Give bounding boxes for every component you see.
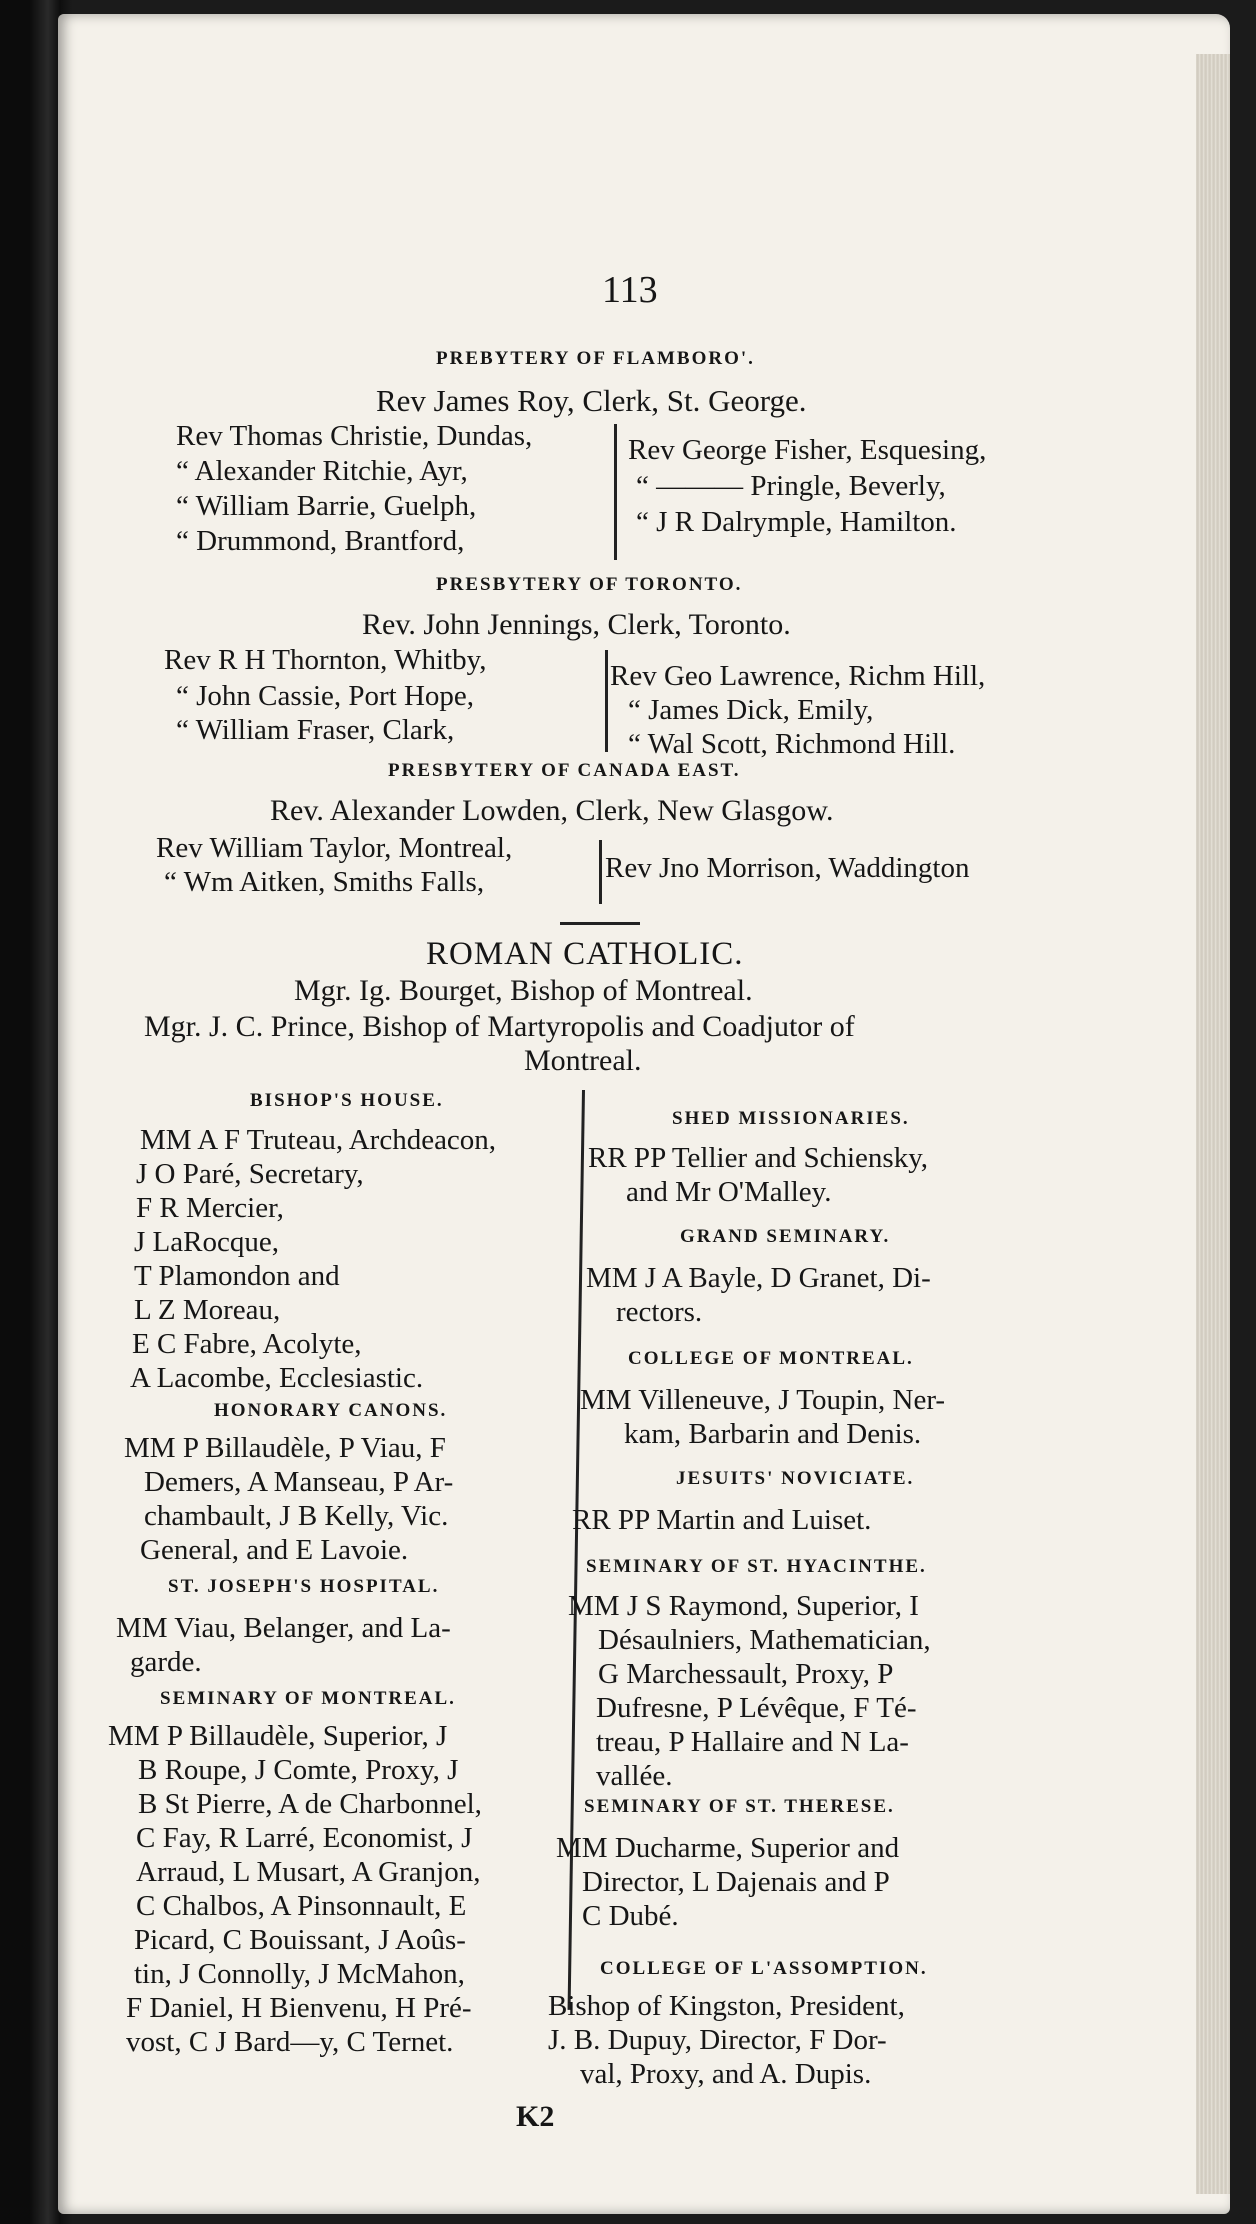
flamboro-right-3: “ J R Dalrymple, Hamilton. (636, 506, 957, 538)
st-hyacinthe-line: Désaulniers, Mathematician, (598, 1624, 931, 1656)
toronto-right-2: “ James Dick, Emily, (628, 694, 874, 726)
assomption-line: val, Proxy, and A. Dupis. (580, 2058, 872, 2090)
canada-east-right-1: Rev Jno Morrison, Waddington (605, 852, 970, 884)
honorary-canons-line: chambault, J B Kelly, Vic. (144, 1500, 449, 1532)
rc-line-3: Montreal. (524, 1044, 642, 1077)
bishops-house-line: J O Paré, Secretary, (136, 1158, 364, 1190)
honorary-canons-line: MM P Billaudèle, P Viau, F (124, 1432, 446, 1464)
heading-shed-missionaries: SHED MISSIONARIES. (672, 1108, 910, 1129)
flamboro-divider (614, 424, 617, 560)
flamboro-right-2: “ ——— Pringle, Beverly, (636, 470, 946, 502)
st-therese-line: C Dubé. (582, 1900, 679, 1932)
jesuits-line: RR PP Martin and Luiset. (572, 1504, 872, 1536)
heading-assomption: COLLEGE OF L'ASSOMPTION. (600, 1958, 928, 1979)
flamboro-left-3: “ William Barrie, Guelph, (176, 490, 477, 522)
college-montreal-line: kam, Barbarin and Denis. (624, 1418, 922, 1450)
heading-bishops-house: BISHOP'S HOUSE. (250, 1090, 444, 1111)
flamboro-left-4: “ Drummond, Brantford, (176, 525, 465, 557)
toronto-left-3: “ William Fraser, Clark, (176, 714, 455, 746)
st-therese-line: Director, L Dajenais and P (582, 1866, 890, 1898)
heading-jesuits: JESUITS' NOVICIATE. (676, 1468, 915, 1489)
toronto-right-3: “ Wal Scott, Richmond Hill. (628, 728, 956, 760)
st-therese-line: MM Ducharme, Superior and (556, 1832, 900, 1864)
bishops-house-line: A Lacombe, Ecclesiastic. (130, 1362, 424, 1394)
rc-line-1: Mgr. Ig. Bourget, Bishop of Montreal. (294, 974, 753, 1007)
seminary-montreal-line: MM P Billaudèle, Superior, J (108, 1720, 448, 1752)
seminary-montreal-line: B Roupe, J Comte, Proxy, J (138, 1754, 459, 1786)
seminary-montreal-line: tin, J Connolly, J McMahon, (134, 1958, 465, 1990)
signature-mark: K2 (516, 2100, 555, 2133)
heading-toronto: PRESBYTERY OF TORONTO. (436, 574, 743, 595)
heading-roman-catholic: ROMAN CATHOLIC. (426, 936, 744, 972)
toronto-left-1: Rev R H Thornton, Whitby, (164, 644, 487, 676)
seminary-montreal-line: C Chalbos, A Pinsonnault, E (136, 1890, 467, 1922)
flamboro-right-1: Rev George Fisher, Esquesing, (628, 434, 987, 466)
honorary-canons-line: General, and E Lavoie. (140, 1534, 409, 1566)
canada-east-clerk: Rev. Alexander Lowden, Clerk, New Glasgow. (270, 794, 834, 827)
canada-east-divider (599, 840, 602, 904)
page-number: 113 (602, 269, 658, 311)
grand-seminary-line: rectors. (616, 1296, 703, 1328)
grand-seminary-line: MM J A Bayle, D Granet, Di- (586, 1262, 931, 1294)
flamboro-clerk: Rev James Roy, Clerk, St. George. (376, 383, 807, 418)
canada-east-left-2: “ Wm Aitken, Smiths Falls, (164, 866, 485, 898)
seminary-montreal-line: vost, C J Bard—y, C Ternet. (126, 2026, 454, 2058)
assomption-line: J. B. Dupuy, Director, F Dor- (548, 2024, 887, 2056)
honorary-canons-line: Demers, A Manseau, P Ar- (144, 1466, 454, 1498)
bishops-house-line: F R Mercier, (136, 1192, 284, 1224)
bishops-house-line: L Z Moreau, (134, 1294, 281, 1326)
st-hyacinthe-line: Dufresne, P Lévêque, F Té- (596, 1692, 917, 1724)
shed-line: RR PP Tellier and Schiensky, (588, 1142, 929, 1174)
heading-st-therese: SEMINARY OF ST. THERESE. (584, 1796, 895, 1817)
heading-flamboro: PREBYTERY OF FLAMBORO'. (436, 348, 755, 369)
toronto-divider (605, 650, 608, 752)
seminary-montreal-line: C Fay, R Larré, Economist, J (136, 1822, 473, 1854)
heading-college-montreal: COLLEGE OF MONTREAL. (628, 1348, 914, 1369)
st-hyacinthe-line: treau, P Hallaire and N La- (596, 1726, 909, 1758)
flamboro-left-1: Rev Thomas Christie, Dundas, (176, 420, 533, 452)
toronto-clerk: Rev. John Jennings, Clerk, Toronto. (362, 608, 791, 641)
heading-canada-east: PRESBYTERY OF CANADA EAST. (388, 760, 741, 781)
shed-line: and Mr O'Malley. (626, 1176, 832, 1208)
seminary-montreal-line: F Daniel, H Bienvenu, H Pré- (126, 1992, 472, 2024)
seminary-montreal-line: Picard, C Bouissant, J Aoûs- (134, 1924, 466, 1956)
college-montreal-line: MM Villeneuve, J Toupin, Ner- (580, 1384, 946, 1416)
flamboro-left-2: “ Alexander Ritchie, Ayr, (176, 455, 468, 487)
heading-st-hyacinthe: SEMINARY OF ST. HYACINTHE. (586, 1556, 927, 1577)
section-rule (560, 922, 640, 925)
st-joseph-line: MM Viau, Belanger, and La- (116, 1612, 451, 1644)
seminary-montreal-line: Arraud, L Musart, A Granjon, (136, 1856, 481, 1888)
st-hyacinthe-line: G Marchessault, Proxy, P (598, 1658, 894, 1690)
bishops-house-line: T Plamondon and (134, 1260, 340, 1292)
seminary-montreal-line: B St Pierre, A de Charbonnel, (138, 1788, 482, 1820)
heading-grand-seminary: GRAND SEMINARY. (680, 1226, 891, 1247)
st-hyacinthe-line: MM J S Raymond, Superior, I (568, 1590, 919, 1622)
st-hyacinthe-line: vallée. (596, 1760, 673, 1792)
canada-east-left-1: Rev William Taylor, Montreal, (156, 832, 513, 864)
heading-seminary-montreal: SEMINARY OF MONTREAL. (160, 1688, 456, 1709)
heading-st-joseph: ST. JOSEPH'S HOSPITAL. (168, 1576, 440, 1597)
toronto-right-1: Rev Geo Lawrence, Richm Hill, (610, 660, 986, 692)
st-joseph-line: garde. (130, 1646, 202, 1678)
assomption-line: Bishop of Kingston, President, (548, 1990, 905, 2022)
bishops-house-line: J LaRocque, (134, 1226, 279, 1258)
bishops-house-line: E C Fabre, Acolyte, (132, 1328, 362, 1360)
rc-line-2: Mgr. J. C. Prince, Bishop of Martyropolis and Coadjutor of (144, 1010, 855, 1043)
heading-honorary-canons: HONORARY CANONS. (214, 1400, 448, 1421)
toronto-left-2: “ John Cassie, Port Hope, (176, 680, 475, 712)
bishops-house-line: MM A F Truteau, Archdeacon, (140, 1124, 497, 1156)
